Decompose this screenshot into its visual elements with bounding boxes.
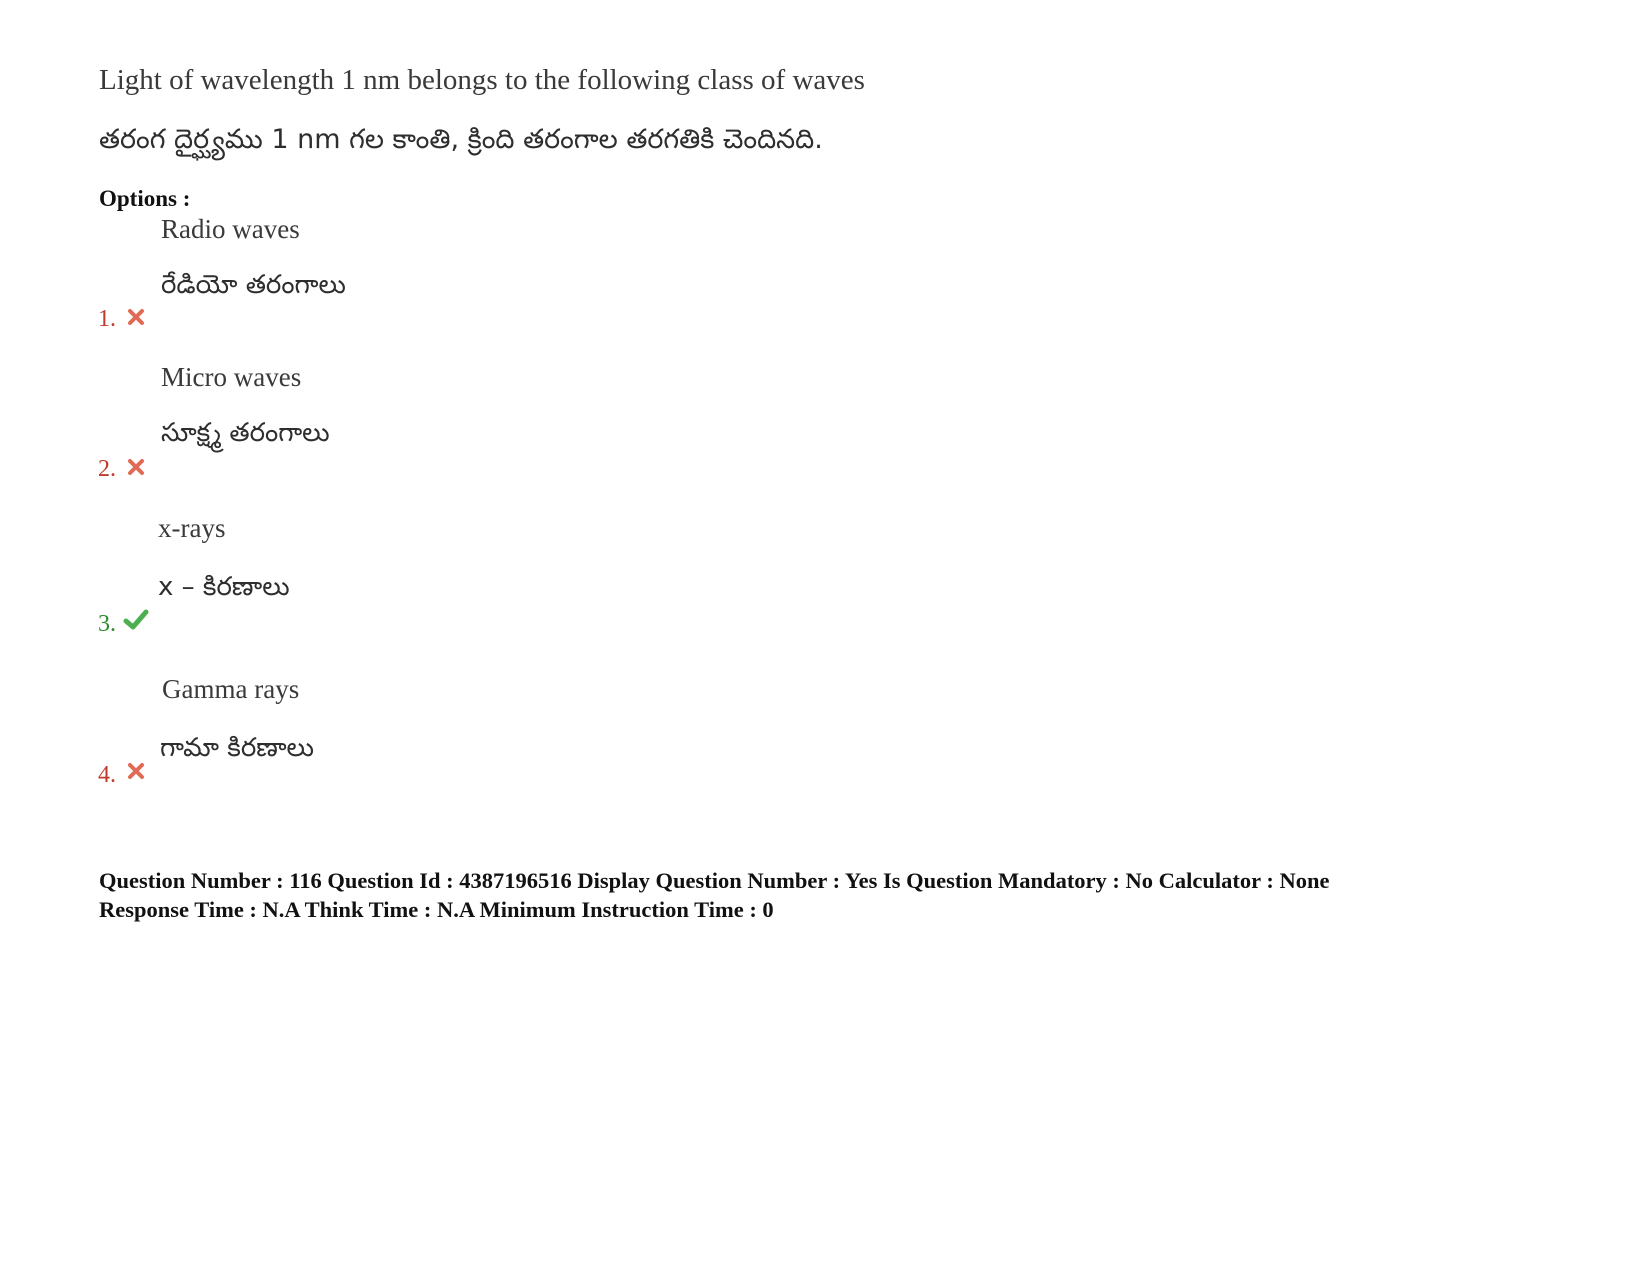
option-2-text-english: Micro waves: [161, 362, 302, 392]
option-4-number: 4.: [98, 762, 116, 788]
option-1-text-telugu: రేడియో తరంగాలు: [161, 270, 346, 300]
option-3-text-telugu: x – కిరణాలు: [158, 572, 290, 602]
question-meta-line-2: Response Time : N.A Think Time : N.A Minimum Instruction Time : 0: [99, 897, 774, 922]
question-text-telugu: తరంగ దైర్ఘ్యము 1 nm గల కాంతి, క్రింది తరంగాల తరగతికి చెందినది.: [99, 124, 823, 155]
option-4-text-english: Gamma rays: [162, 674, 300, 704]
option-1-text-english: Radio waves: [161, 214, 300, 244]
cross-icon: [125, 760, 147, 782]
option-4-text-telugu: గామా కిరణాలు: [160, 733, 314, 763]
check-icon: [123, 608, 149, 637]
question-meta-line-1: Question Number : 116 Question Id : 4387196516 Display Question Number : Yes Is Question Mandatory : No Calculator : None: [99, 868, 1330, 893]
option-2-number: 2.: [98, 456, 116, 482]
question-text-english: Light of wavelength 1 nm belongs to the following class of waves: [99, 64, 865, 96]
option-3-text-english: x-rays: [158, 513, 226, 543]
option-2-text-telugu: సూక్ష్మ తరంగాలు: [161, 418, 330, 448]
option-1-number: 1.: [98, 306, 116, 332]
options-label: Options :: [99, 186, 191, 211]
cross-icon: [125, 456, 147, 478]
option-3-number: 3.: [98, 611, 116, 637]
cross-icon: [125, 306, 147, 328]
